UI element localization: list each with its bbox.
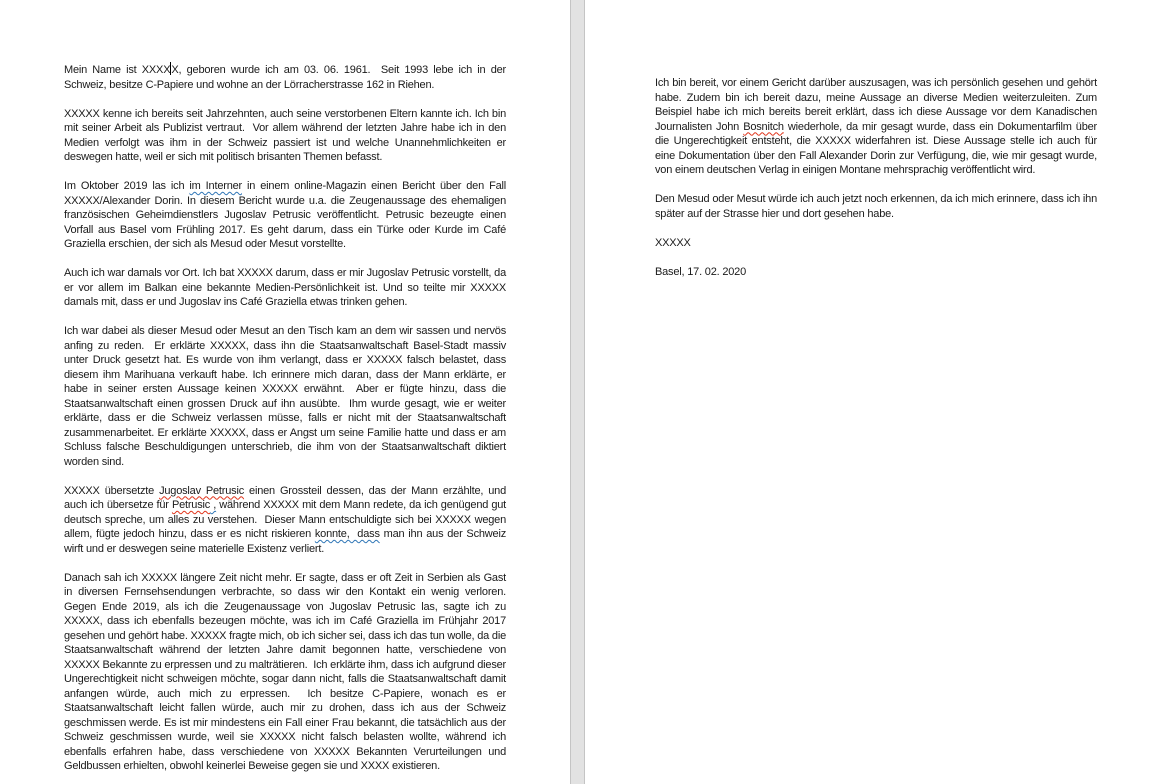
grammar-error-underline: ,	[210, 499, 217, 511]
text-run: XXXXX kenne ich bereits seit Jahrzehnten, auch seine verstorbenen Eltern kannte ich. Ich bin mit seiner Arbeit als Publizist vertraut. Vor allem während der letzten Jahre habe ich in den Medien verfolgt was ihm in der Schweiz passiert ist und welche Unannehmlichkeiten er deswegen hatte, weil er sich mit politisch brisanten Themen befasst.	[64, 107, 509, 163]
signature-name	[655, 236, 1097, 251]
place-date-line	[655, 265, 1097, 280]
paragraph	[64, 571, 512, 774]
paragraph	[64, 324, 509, 469]
paragraph	[64, 484, 509, 557]
text-run: Den Mesud oder Mesut würde ich auch jetzt noch erkennen, da ich mich erinnere, dass ich ihn später auf der Strasse hier und dort gesehen habe.	[655, 193, 1100, 220]
page-2[interactable]	[585, 0, 1159, 784]
page-2-text	[655, 76, 1100, 294]
text-run: Basel, 17. 02. 2020	[655, 265, 746, 278]
paragraph	[64, 107, 509, 165]
text-run: wiederhole, da mir gesagt wurde, dass ein Dokumentarfilm über die Ungerechtigkeit entsteht, die XXXXX widerfahren ist. Diese Aussage stelle ich auch für eine Dokumentation über den Fall Alexander Dorin zur Verfügung, die, wie mir gesagt wurde, von einem deutschen Verlag in einigen Montane mehrsprachig veröffentlicht wird.	[655, 120, 1100, 176]
text-run: Ich war dabei als dieser Mesud oder Mesut an den Tisch kam an dem wir sassen und nervös anfing zu reden. Er erklärte XXXXX, dass ihn die Staatsanwaltschaft Basel-Stadt massiv unter Druck gesetzt hat. Es wurde von ihm verlangt, dass er XXXXX falsch belastet, dass diesem ihm Marihuana verkauft habe. Ich erinnere mich daran, dass der Mann erklärte, er habe in seiner ersten Aussage keinen XXXXX erwähnt. Aber er fügte hinzu, dass die Staatsanwaltschaft einen grossen Druck auf ihn ausübte. Ihm wurde gesagt, wie er weiter erklärte, dass er die Schweiz verlassen müsse, falls er nicht mit der Staatsanwaltschaft zusammenarbeitet. Er erklärte XXXXX, dass er Angst um seine Familie hatte und dass er am Schluss falsche Beschuldigungen unterschrieb, die ihm von der Staatsanwaltschaft diktiert worden sind.	[64, 325, 509, 468]
page-1[interactable]	[0, 0, 570, 784]
spelling-error-underline: Jugoslav Petrusic	[159, 484, 245, 497]
paragraph	[655, 192, 1100, 221]
spelling-error-underline: Bosnitch	[743, 120, 784, 133]
page-1-text	[64, 62, 512, 784]
page-gutter	[570, 0, 585, 784]
text-run: XXXXX	[655, 236, 691, 249]
grammar-error-underline: konnte, dass	[314, 528, 380, 540]
text-run: einen Grossteil dessen, das der Mann erzählte, und auch ich übersetze für	[64, 484, 509, 511]
text-run: in einem online-Magazin einen Bericht über den Fall XXXXX/Alexander Dorin. In diesem Bericht wurde u.a. die Zeugenaussage des ehemaligen französischen Geheimdienstlers Jugoslav Petrusic veröffentlicht. Petrusic bezeugte einen Vorfall aus Basel vom Frühling 2017. Es geht darum, dass ein Türke oder Kurde im Café Graziella erschien, der sich als Mesud oder Mesut vorstellte.	[64, 180, 509, 250]
text-run: Danach sah ich XXXXX längere Zeit nicht mehr. Er sagte, dass er oft Zeit in Serbien als Gast in diversen Fernsehsendungen verbrachte, so dass wir den Kontakt ein wenig verloren. Gegen Ende 2019, als ich die Zeugenaussage von Jugoslav Petrusic las, sagte ich zu XXXXX, dass ich ebenfalls bezeugen möchte, was ich im Café Graziella im Frühjahr 2017 gesehen und gehört habe. XXXXX fragte mich, ob ich sicher sei, dass ich das tun wolle, da die Staatsanwaltschaft während der letzten Jahre damit begonnen hatte, verschiedene von XXXXX Bekannte zu erpressen und zu malträtieren. Ich erklärte ihm, dass ich aufgrund dieser Ungerechtigkeit nicht schweigen möchte, sogar dann nicht, falls die Staatsanwaltschaft damit anfangen würde, auch mich zu erpressen. Ich besitze C-Papiere, wonach es er Staatsanwaltschaft leicht fallen würde, auch mir zu drohen, dass ich aus der Schweiz geschmissen werde. Es ist mir mindestens ein Fall einer Frau bekannt, die tatsächlich aus der Schweiz geschmissen wurde, weil sie XXXXX nicht falsch belasten wollte, während ich ebenfalls erfahren habe, dass verschiedene von XXXXX Bekannten Verurteilungen und Geldbussen erhielten, obwohl keinerlei Beweise gegen sie und XXXX existieren.	[64, 571, 512, 772]
text-run: X, geboren wurde ich am 03. 06. 1961. Seit 1993 lebe ich in der Schweiz, besitze C-Papiere und wohne an der Lörracherstrasse 162 in Riehen.	[64, 64, 509, 91]
text-run: Mein Name ist XXXX	[64, 64, 171, 76]
text-run: Im Oktober 2019 las ich	[64, 180, 190, 192]
text-run: man ihn aus der Schweiz wirft und er deswegen seine materielle Existenz verliert.	[64, 528, 509, 555]
text-run: während XXXXX mit dem Mann redete, da ich genügend gut deutsch spreche, um alles zu verstehen. Dieser Mann entschuldigte sich bei XXXXX wegen allem, fügte jedoch hinzu, dass er es nicht riskieren	[64, 499, 509, 540]
grammar-error-underline: im Interner	[189, 180, 242, 192]
text-run: Auch ich war damals vor Ort. Ich bat XXXXX darum, dass er mir Jugoslav Petrusic vorstellt, da er vor allem im Balkan eine bekannte Medien-Persönlichkeit ist. Und so teilte mir XXXXX damals mit, dass er und Jugoslav ins Café Graziella etwas trinken gehen.	[64, 267, 509, 308]
paragraph	[655, 76, 1100, 178]
text-run: Ich bin bereit, vor einem Gericht darüber auszusagen, was ich persönlich gesehen und gehört habe. Zudem bin ich bereit dazu, meine Aussage an diverse Medien weiterzuleiten. Zum Beispiel habe ich mich bereits bereit erklärt, dass ich diese Aussage vor dem Kanadischen Journalisten John	[655, 77, 1100, 133]
paragraph	[64, 266, 509, 310]
paragraph	[64, 62, 509, 92]
paragraph	[64, 179, 509, 252]
text-run: XXXXX übersetzte	[64, 484, 160, 497]
spelling-error-underline: Petrusic	[171, 499, 211, 511]
